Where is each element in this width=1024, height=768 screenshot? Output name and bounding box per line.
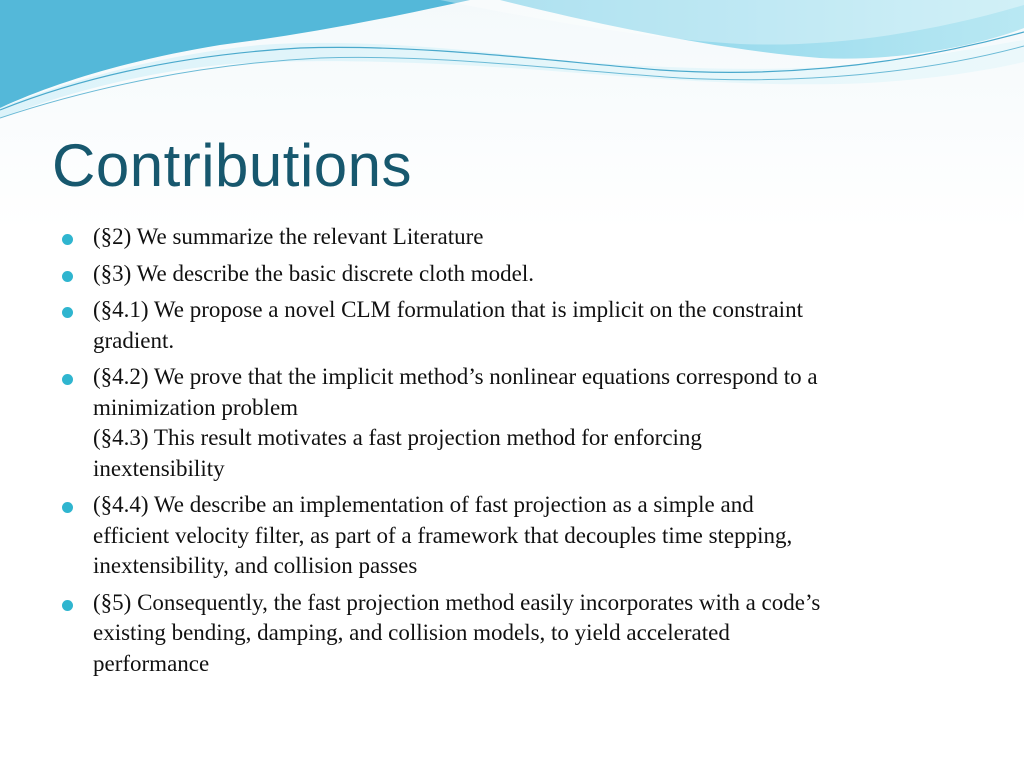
bullet-line: inextensibility, and collision passes — [93, 553, 418, 578]
bullet-line: (§4.1) We propose a novel CLM formulation that is implicit on the constraint — [93, 297, 803, 322]
bullet-line: existing bending, damping, and collision models, to yield accelerated — [93, 620, 730, 645]
header-wave-decoration — [0, 0, 1024, 130]
bullet-line: performance — [93, 650, 210, 676]
bullet-item-velocity-filter — [62, 490, 972, 582]
slide-title: Contributions — [52, 132, 413, 199]
bullet-item-literature — [62, 222, 972, 253]
bullet-item-minimization — [62, 362, 972, 484]
bullet-icon — [62, 271, 73, 282]
bullet-line: (§4.2) We prove that the implicit method’s nonlinear equations correspond to a — [93, 364, 818, 389]
bullet-item-performance — [62, 588, 972, 680]
bullet-icon — [62, 502, 73, 513]
bullet-line: (§2) We summarize the relevant Literature — [93, 224, 484, 249]
bullet-item-clm-formulation — [62, 295, 972, 356]
bullet-line: gradient. — [93, 327, 175, 353]
bullet-icon — [62, 307, 73, 318]
bullet-line: (§4.4) We describe an implementation of fast projection as a simple and — [93, 492, 754, 517]
bullet-line: inextensibility — [93, 455, 225, 481]
bullet-line: (§3) We describe the basic discrete cloth model. — [93, 260, 534, 286]
bullet-line: minimization problem — [93, 394, 299, 420]
bullet-line: efficient velocity filter, as part of a framework that decouples time stepping, — [93, 522, 793, 548]
bullet-icon — [62, 234, 73, 245]
bullet-icon — [62, 374, 73, 385]
bullet-item-cloth-model — [62, 259, 972, 290]
bullet-list — [62, 222, 972, 685]
bullet-line: (§4.3) This result motivates a fast projection method for enforcing — [93, 425, 702, 450]
bullet-line: (§5) Consequently, the fast projection method easily incorporates with a code’s — [93, 589, 821, 615]
bullet-icon — [62, 600, 73, 611]
